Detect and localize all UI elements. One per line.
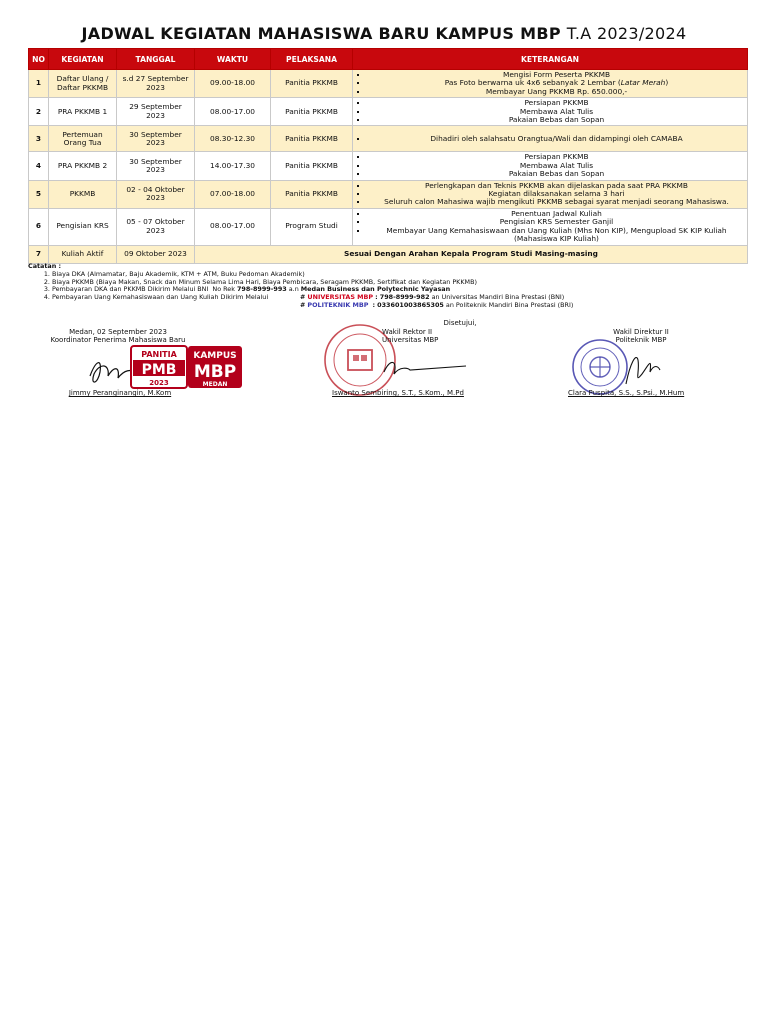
note-item: 4. Pembayaran Uang Kemahasiswaan dan Uang Kuliah Dikirim Melalui [52, 294, 768, 302]
row-pelaksana: Panitia PKKMB [271, 70, 353, 98]
keterangan-item: ▪ Perlengkapan dan Teknis PKKMB akan dijelaskan pada saat PRA PKKMB [368, 182, 745, 190]
row-tanggal: 29 September 2023 [117, 98, 195, 126]
row-waktu: 08.00-17.00 [195, 98, 271, 126]
row-pelaksana: Program Studi [271, 208, 353, 245]
notes-heading: Catatan : [28, 262, 62, 270]
note-item: 1. Biaya DKA (Almamatar, Baju Akademik, KTM + ATM, Buku Pedoman Akademik) [52, 271, 768, 279]
row-tanggal: s.d 27 September 2023 [117, 70, 195, 98]
keterangan-item: ▪ Pengisian KRS Semester Ganjil [368, 218, 745, 226]
row-waktu: 14.00-17.30 [195, 152, 271, 180]
keterangan-item: ▪ Dihadiri oleh salahsatu Orangtua/Wali dan didampingi oleh CAMABA [368, 135, 745, 143]
table-header-row [29, 49, 748, 70]
signature-left [28, 328, 208, 344]
keterangan-item: ▪ Pakaian Bebas dan Sopan [368, 116, 745, 124]
row-no: 5 [29, 180, 49, 208]
schedule-table [28, 48, 748, 264]
panitia-pmb-logo [130, 344, 244, 390]
row-kegiatan: Pengisian KRS [49, 208, 117, 245]
row-tanggal: 30 September 2023 [117, 152, 195, 180]
row-keterangan [353, 126, 748, 152]
row-tanggal: 05 - 07 Oktober 2023 [117, 208, 195, 245]
row-kegiatan: Daftar Ulang / Daftar PKKMB [49, 70, 117, 98]
keterangan-item: ▪ Membayar Uang Kemahasiswaan dan Uang Kuliah (Mhs Non KIP), Mengupload SK KIP Kuliah (Mahasiswa KIP Kuliah) [368, 227, 745, 244]
logo-year-text: 2023 [149, 379, 169, 387]
table-row [29, 245, 748, 263]
keterangan-item: ▪ Seluruh calon Mahasiwa wajib mengikuti PKKMB sebagai syarat menjadi seorang Mahasiswa. [368, 198, 745, 206]
row-no: 1 [29, 70, 49, 98]
keterangan-item: ▪ Penentuan Jadwal Kuliah [368, 210, 745, 218]
keterangan-item: ▪ Membayar Uang PKKMB Rp. 650.000,- [368, 88, 745, 96]
row-kegiatan: Kuliah Aktif [49, 245, 117, 263]
logo-pmb-text: PMB [141, 362, 177, 378]
row-no: 7 [29, 245, 49, 263]
table-row [29, 152, 748, 180]
row-pelaksana: Panitia PKKMB [271, 98, 353, 126]
approved-label: Disetujui, [443, 319, 477, 327]
table-row [29, 70, 748, 98]
table-row [29, 98, 748, 126]
logo-kampus-text: KAMPUS [193, 351, 237, 361]
place-date: Medan, 02 September 2023 [69, 328, 167, 336]
row-waktu: 08.00-17.00 [195, 208, 271, 245]
logo-panitia-text: PANITIA [141, 350, 177, 359]
signer-name-right: Clara Puspita, S.S., S.Psi., M.Hum [568, 389, 685, 397]
keterangan-item: ▪ Membawa Alat Tulis [368, 108, 745, 116]
signer-name-middle: Iswanto Sembiring, S.T., S.Kom., M.Pd [332, 389, 464, 397]
row-keterangan [353, 70, 748, 98]
bank-univ: # UNIVERSITAS MBP : 798-8999-982 an Universitas Mandiri Bina Prestasi (BNI) [300, 293, 565, 301]
table-row [29, 208, 748, 245]
row-keterangan [353, 152, 748, 180]
handwritten-signature-right [620, 344, 664, 392]
col-header-no: NO [29, 49, 49, 70]
row-no: 3 [29, 126, 49, 152]
row-merged-keterangan: Sesuai Dengan Arahan Kepala Program Studi Masing-masing [195, 245, 748, 263]
keterangan-item: ▪ Persiapan PKKMB [368, 99, 745, 107]
row-kegiatan: Pertemuan Orang Tua [49, 126, 117, 152]
row-tanggal: 02 - 04 Oktober 2023 [117, 180, 195, 208]
row-kegiatan: PRA PKKMB 2 [49, 152, 117, 180]
row-no: 6 [29, 208, 49, 245]
row-tanggal: 09 Oktober 2023 [117, 245, 195, 263]
row-no: 2 [29, 98, 49, 126]
signer-role-middle: Wakil Rektor II Universitas MBP [382, 328, 439, 344]
signer-role-right: Wakil Direktur II Politeknik MBP [613, 328, 669, 344]
row-kegiatan: PKKMB [49, 180, 117, 208]
row-waktu: 08.30-12.30 [195, 126, 271, 152]
signer-name-left: Jimmy Peranginangin, M.Kom [68, 389, 172, 397]
keterangan-item: ▪ Mengisi Form Peserta PKKMB [368, 71, 745, 79]
row-pelaksana: Panitia PKKMB [271, 126, 353, 152]
table-row [29, 126, 748, 152]
row-tanggal: 30 September 2023 [117, 126, 195, 152]
row-keterangan [353, 208, 748, 245]
keterangan-item: ▪ Membawa Alat Tulis [368, 162, 745, 170]
note-item: 3. Pembayaran DKA dan PKKMB Dikirim Melalui BNI No Rek 798-8999-993 a.n Medan Business dan Polytechnic Yayasan [52, 286, 768, 294]
logo-city-text: MEDAN [202, 381, 228, 388]
col-header-kegiatan: KEGIATAN [49, 49, 117, 70]
table-row [29, 180, 748, 208]
row-no: 4 [29, 152, 49, 180]
keterangan-item: ▪ Persiapan PKKMB [368, 153, 745, 161]
note-item: 2. Biaya PKKMB (Biaya Makan, Snack dan Minum Selama Lima Hari, Biaya Pembicara, Seragam PKKMB, Sertifikat dan Kegiatan PKKMB) [52, 279, 768, 287]
row-pelaksana: Panitia PKKMB [271, 180, 353, 208]
keterangan-item: ▪ Pakaian Bebas dan Sopan [368, 170, 745, 178]
col-header-pelaksana: PELAKSANA [271, 49, 353, 70]
bank-poltek: # POLITEKNIK MBP : 033601003865305 an Politeknik Mandiri Bina Prestasi (BRI) [300, 301, 574, 309]
col-header-waktu: WAKTU [195, 49, 271, 70]
page-title: JADWAL KEGIATAN MAHASISWA BARU KAMPUS MBP T.A 2023/2024 [81, 24, 687, 43]
keterangan-item: ▪ Kegiatan dilaksanakan selama 3 hari [368, 190, 745, 198]
col-header-tanggal: TANGGAL [117, 49, 195, 70]
col-header-keterangan: KETERANGAN [353, 49, 748, 70]
logo-mbp-text: MBP [193, 362, 237, 382]
handwritten-signature-middle [380, 352, 470, 382]
row-kegiatan: PRA PKKMB 1 [49, 98, 117, 126]
keterangan-item: ▪ Pas Foto berwarna uk 4x6 sebanyak 2 Lembar (Latar Merah) [368, 79, 745, 87]
row-keterangan [353, 98, 748, 126]
signer-role: Koordinator Penerima Mahasiswa Baru [50, 336, 186, 344]
row-pelaksana: Panitia PKKMB [271, 152, 353, 180]
row-waktu: 07.00-18.00 [195, 180, 271, 208]
row-keterangan [353, 180, 748, 208]
row-waktu: 09.00-18.00 [195, 70, 271, 98]
